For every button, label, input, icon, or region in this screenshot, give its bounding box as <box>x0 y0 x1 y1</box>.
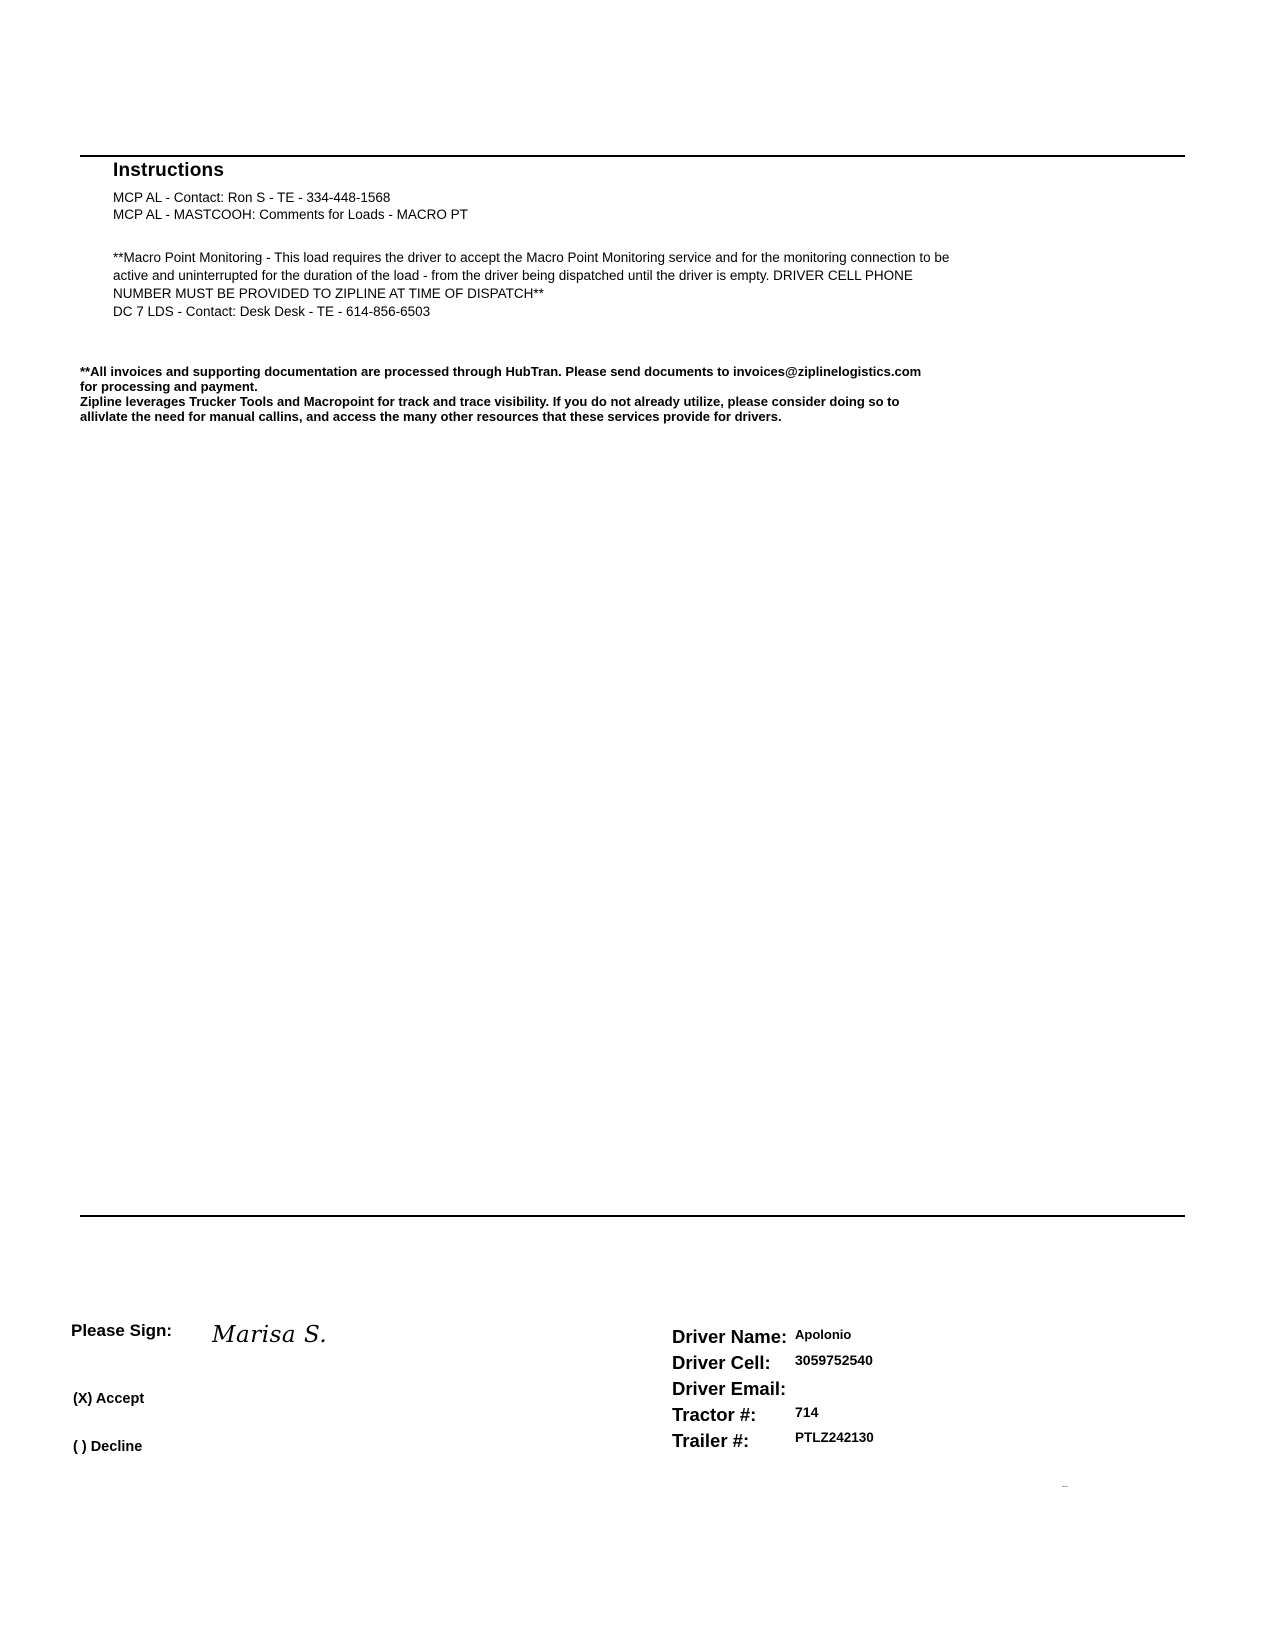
please-sign-label: Please Sign: <box>71 1321 173 1340</box>
notice-line: **All invoices and supporting documentation are processed through HubTran. Please send documents to invoices@ziplinelogistics.com <box>80 364 922 379</box>
notice-line: allivlate the need for manual callins, and access the many other resources that these services provide for drivers. <box>80 409 782 424</box>
instruction-line: MCP AL - Contact: Ron S - TE - 334-448-1568 <box>113 190 391 205</box>
decline-option[interactable]: ( ) Decline <box>73 1439 143 1455</box>
instruction-paragraph-line: active and uninterrupted for the duration of the load - from the driver being dispatched until the driver is empty. DRIVER CELL PHONE <box>113 268 913 283</box>
tractor-number-label: Tractor #: <box>672 1404 757 1425</box>
trailer-number-value[interactable]: PTLZ242130 <box>795 1430 874 1445</box>
signature-value[interactable]: Marisa S. <box>212 1322 328 1348</box>
instruction-paragraph-line: **Macro Point Monitoring - This load requires the driver to accept the Macro Point Monitoring service and for the monitoring connection to be <box>113 250 950 265</box>
driver-name-value[interactable]: Apolonio <box>795 1327 852 1342</box>
instruction-paragraph-line: NUMBER MUST BE PROVIDED TO ZIPLINE AT TIME OF DISPATCH** <box>113 286 544 301</box>
bottom-divider <box>80 1215 1185 1217</box>
notice-line: Zipline leverages Trucker Tools and Macropoint for track and trace visibility. If you do not already utilize, please consider doing so to <box>80 394 900 409</box>
instruction-line: MCP AL - MASTCOOH: Comments for Loads - MACRO PT <box>113 207 468 222</box>
accept-option[interactable]: (X) Accept <box>73 1391 145 1407</box>
driver-name-label: Driver Name: <box>672 1326 788 1347</box>
invoice-notice <box>80 364 1090 424</box>
instruction-paragraph-line: DC 7 LDS - Contact: Desk Desk - TE - 614-856-6503 <box>113 304 431 319</box>
trailer-number-label: Trailer #: <box>672 1430 750 1451</box>
notice-line: for processing and payment. <box>80 379 258 394</box>
driver-cell-value[interactable]: 3059752540 <box>795 1352 873 1368</box>
driver-email-label: Driver Email: <box>672 1378 787 1399</box>
instructions-heading: Instructions <box>113 160 225 181</box>
driver-cell-label: Driver Cell: <box>672 1352 771 1373</box>
tractor-number-value[interactable]: 714 <box>795 1404 819 1420</box>
top-divider <box>80 155 1185 157</box>
footer-mark: -- <box>1062 1481 1068 1491</box>
macro-point-instructions <box>113 249 1073 321</box>
